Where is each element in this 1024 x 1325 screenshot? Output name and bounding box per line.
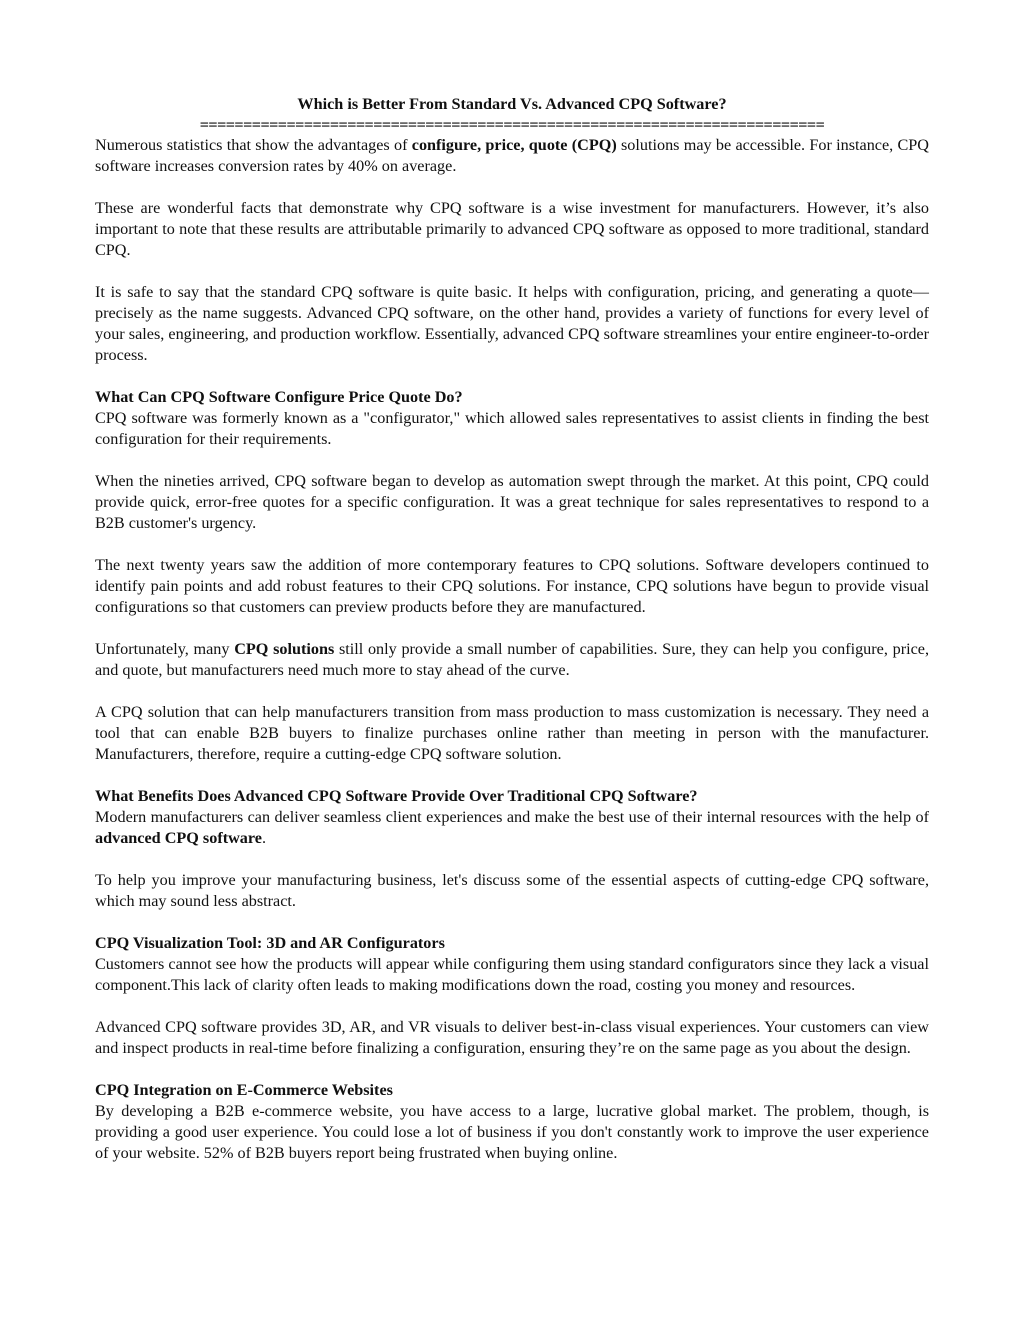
title-underline-rule: ======================================================================== bbox=[199, 116, 825, 134]
paragraph: To help you improve your manufacturing business, let's discuss some of the essential aspects of cutting-edge CPQ software, which may sound less abstract. bbox=[95, 871, 929, 910]
paragraph: When the nineties arrived, CPQ software began to develop as automation swept through the market. At this point, CPQ could provide quick, error-free quotes for a specific configuration. It was a great technique for sales representatives to respond to a B2B customer's urgency. bbox=[95, 472, 929, 532]
text-run: Modern manufacturers can deliver seamless client experiences and make the best use of their internal resources with the help of bbox=[95, 808, 929, 826]
paragraph-text: By developing a B2B e-commerce website, you have access to a large, lucrative global market. The problem, though, is providing a good user experience. You could lose a lot of business if you don't constantly work to improve the user experience of your website. 52% of B2B buyers report being frustrated when buying online. bbox=[95, 1102, 929, 1162]
bold-link-cpq[interactable]: configure, price, quote (CPQ) bbox=[411, 136, 617, 154]
section-ecommerce bbox=[95, 1080, 929, 1164]
paragraph: The next twenty years saw the addition of more contemporary features to CPQ solutions. Software developers continued to identify pain points and add robust features to their CPQ solutions. For instance, CPQ solutions have begun to provide visual configurations so that customers can preview products before they are manufactured. bbox=[95, 556, 929, 616]
bold-link-advanced-cpq[interactable]: advanced CPQ software bbox=[95, 829, 262, 847]
text-run: still only provide a small number of capabilities. Sure, they can help you configure, price, and quote, but manufacturers need much more to stay ahead of the curve. bbox=[95, 640, 929, 679]
section-visualization bbox=[95, 933, 929, 996]
text-run: . bbox=[261, 829, 267, 847]
section-heading: CPQ Integration on E-Commerce Websites bbox=[95, 1081, 393, 1099]
paragraph: A CPQ solution that can help manufacturers transition from mass production to mass customization is necessary. They need a tool that can enable B2B buyers to finalize purchases online rather than meeting in person with the manufacturer. Manufacturers, therefore, require a cutting-edge CPQ software solution. bbox=[95, 703, 929, 763]
text-run: Unfortunately, many bbox=[95, 640, 235, 658]
text-run: Numerous statistics that show the advantages of bbox=[95, 136, 412, 154]
paragraph bbox=[95, 639, 929, 681]
paragraph-intro bbox=[95, 135, 929, 177]
document-title: Which is Better From Standard Vs. Advanced CPQ Software? bbox=[297, 95, 727, 113]
bold-link-cpq-solutions[interactable]: CPQ solutions bbox=[234, 640, 335, 658]
document-page bbox=[95, 94, 929, 1185]
paragraph-text: CPQ software was formerly known as a "configurator," which allowed sales representatives to assist clients in finding the best configuration for their requirements. bbox=[95, 409, 929, 448]
paragraph: It is safe to say that the standard CPQ software is quite basic. It helps with configuration, pricing, and generating a quote—precisely as the name suggests. Advanced CPQ software, on the other hand, provides a variety of functions for every level of your sales, engineering, and production workflow. Essentially, advanced CPQ software streamlines your entire engineer-to-order process. bbox=[95, 283, 929, 364]
section-benefits bbox=[95, 786, 929, 849]
paragraph-text: Customers cannot see how the products will appear while configuring them using standard configurators since they lack a visual component.This lack of clarity often leads to making modifications down the road, costing you money and resources. bbox=[95, 955, 929, 994]
paragraph: Advanced CPQ software provides 3D, AR, and VR visuals to deliver best-in-class visual experiences. Your customers can view and inspect products in real-time before finalizing a configuration, ensuring they’re on the same page as you about the design. bbox=[95, 1018, 929, 1057]
paragraph: These are wonderful facts that demonstrate why CPQ software is a wise investment for manufacturers. However, it’s also important to note that these results are attributable primarily to advanced CPQ software as opposed to more traditional, standard CPQ. bbox=[95, 199, 929, 259]
text-run: solutions may be accessible. For instance, CPQ software increases conversion rates by 40% on average. bbox=[95, 136, 929, 175]
section-heading: What Can CPQ Software Configure Price Quote Do? bbox=[95, 388, 463, 406]
section-heading: What Benefits Does Advanced CPQ Software Provide Over Traditional CPQ Software? bbox=[95, 787, 698, 805]
section-heading: CPQ Visualization Tool: 3D and AR Configurators bbox=[95, 934, 445, 952]
section-what-can-cpq-do bbox=[95, 387, 929, 450]
